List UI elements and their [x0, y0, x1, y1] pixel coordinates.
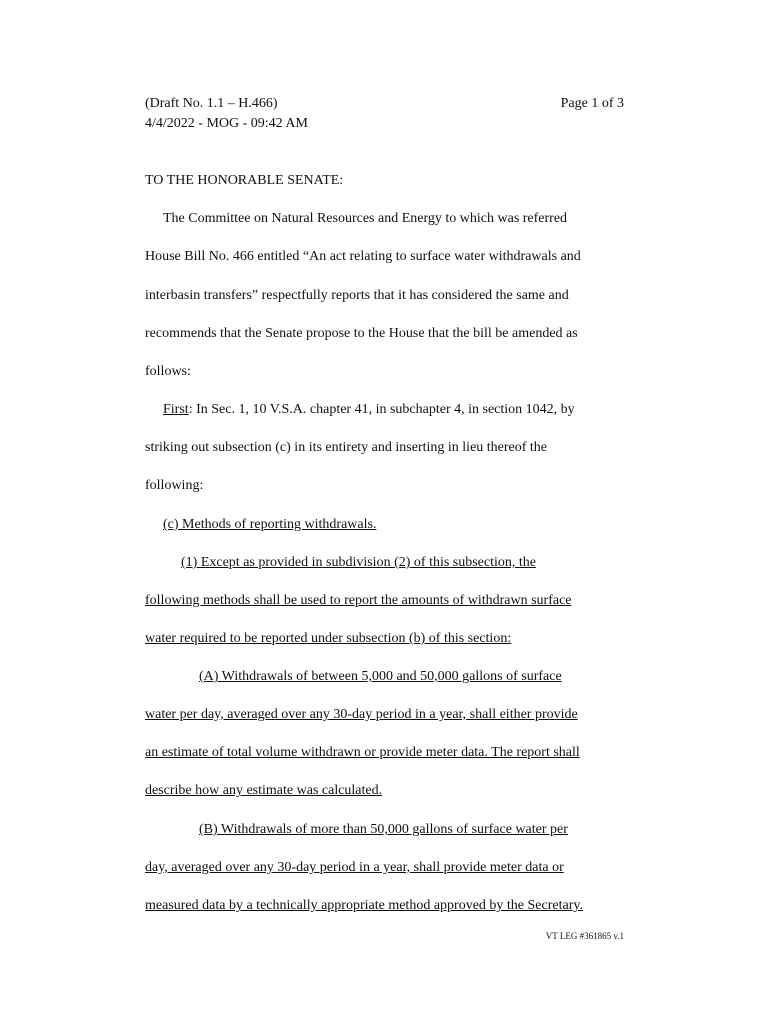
intro-line: interbasin transfers” respectfully reports that it has considered the same and [145, 288, 569, 303]
item-a-line: water per day, averaged over any 30-day period in a year, shall either provide [145, 707, 578, 722]
item-a-line: an estimate of total volume withdrawn or provide meter data. The report shall [145, 745, 580, 760]
date-line: 4/4/2022 - MOG - 09:42 AM [145, 116, 308, 131]
draft-number: (Draft No. 1.1 – H.466) [145, 96, 278, 111]
first-amendment-line: following: [145, 478, 204, 493]
item-a-line: describe how any estimate was calculated. [145, 783, 383, 798]
item-b-line: day, averaged over any 30-day period in a year, shall provide meter data or [145, 860, 564, 875]
intro-line: House Bill No. 466 entitled “An act relating to surface water withdrawals and [145, 249, 581, 264]
first-amendment-line: striking out subsection (c) in its entirety and inserting in lieu thereof the [145, 440, 548, 455]
item-1-line: following methods shall be used to report the amounts of withdrawn surface [145, 593, 572, 608]
intro-line: The Committee on Natural Resources and Energy to which was referred [163, 211, 568, 226]
first-text: : In Sec. 1, 10 V.S.A. chapter 41, in subchapter 4, in section 1042, by [188, 402, 575, 417]
first-label: First [163, 402, 189, 417]
page-number: Page 1 of 3 [560, 96, 624, 111]
salutation: TO THE HONORABLE SENATE: [145, 173, 344, 188]
item-b-line: measured data by a technically appropriate method approved by the Secretary. [145, 898, 583, 913]
item-b-line: (B) Withdrawals of more than 50,000 gallons of surface water per [199, 822, 568, 837]
item-1-line: (1) Except as provided in subdivision (2) of this subsection, the [181, 555, 536, 570]
item-a-line: (A) Withdrawals of between 5,000 and 50,000 gallons of surface [199, 669, 562, 684]
item-1-line: water required to be reported under subsection (b) of this section: [145, 631, 512, 646]
first-amendment-line [163, 401, 575, 419]
document-id: VT LEG #361865 v.1 [545, 931, 624, 941]
intro-line: follows: [145, 364, 191, 379]
intro-line: recommends that the Senate propose to the House that the bill be amended as [145, 326, 578, 341]
subsection-c-heading: (c) Methods of reporting withdrawals. [163, 517, 377, 532]
